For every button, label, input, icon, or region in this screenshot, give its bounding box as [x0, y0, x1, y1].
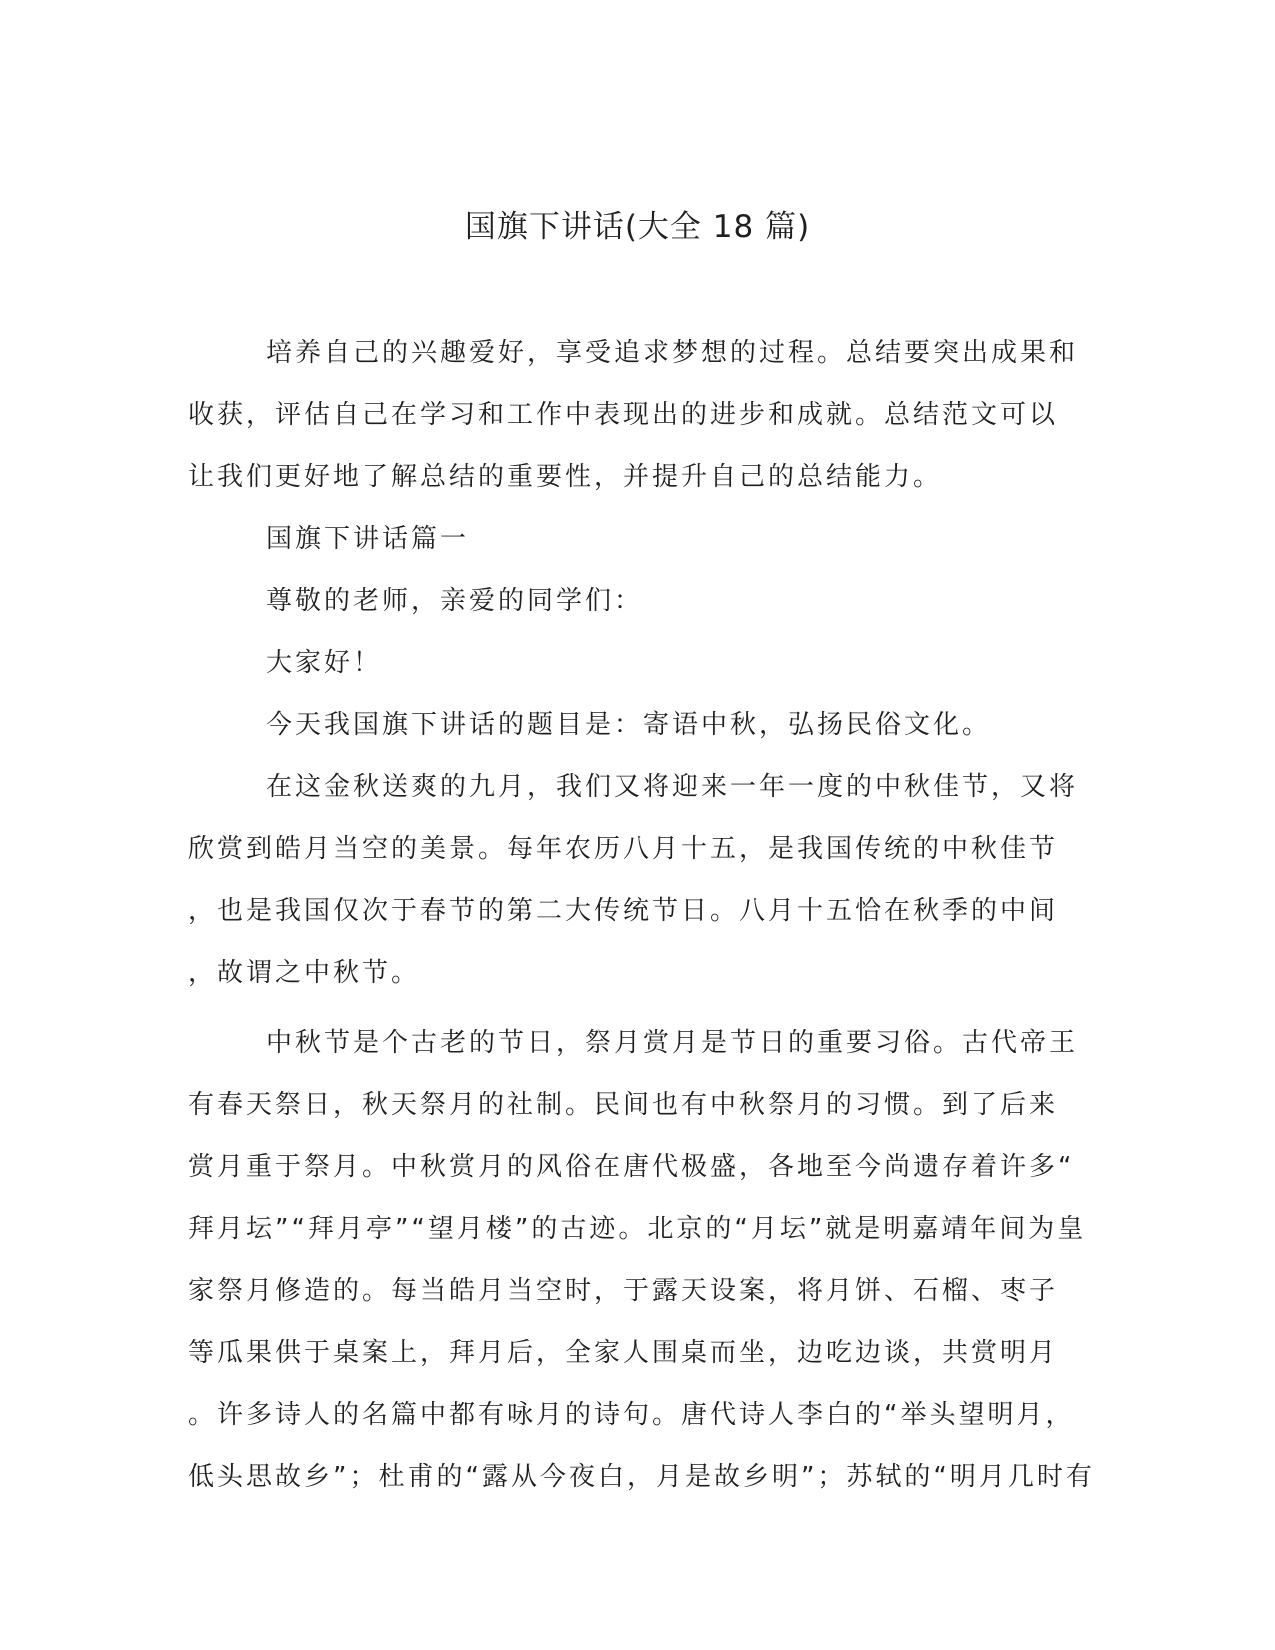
- paragraph-line: 欣赏到皓月当空的美景。每年农历八月十五，是我国传统的中秋佳节: [188, 834, 1059, 864]
- greeting: 大家好！: [266, 648, 383, 678]
- paragraph-line: ，故谓之中秋节。: [188, 958, 421, 988]
- paragraph-line: 赏月重于祭月。中秋赏月的风俗在唐代极盛，各地至今尚遗存着许多“: [188, 1152, 1075, 1182]
- paragraph-line: ，也是我国仅次于春节的第二大传统节日。八月十五恰在秋季的中间: [188, 896, 1059, 926]
- paragraph-line: 有春天祭日，秋天祭月的社制。民间也有中秋祭月的习惯。到了后来: [188, 1090, 1059, 1120]
- paragraph-line: 收获，评估自己在学习和工作中表现出的进步和成就。总结范文可以: [188, 400, 1059, 430]
- paragraph-line: 培养自己的兴趣爱好，享受追求梦想的过程。总结要突出成果和: [266, 338, 1079, 368]
- paragraph-line: 在这金秋送爽的九月，我们又将迎来一年一度的中秋佳节，又将: [266, 772, 1079, 802]
- document-title: 国旗下讲话(大全 18 篇): [464, 209, 811, 245]
- paragraph-line: 让我们更好地了解总结的重要性，并提升自己的总结能力。: [188, 462, 943, 492]
- paragraph-line: 低头思故乡”；杜甫的“露从今夜白，月是故乡明”；苏轼的“明月几时有: [188, 1462, 1095, 1492]
- salutation: 尊敬的老师，亲爱的同学们：: [266, 586, 644, 616]
- paragraph-line: 家祭月修造的。每当皓月当空时，于露天设案，将月饼、石榴、枣子: [188, 1276, 1059, 1306]
- section-heading: 国旗下讲话篇一: [266, 524, 470, 554]
- paragraph-gap: [188, 1004, 1088, 1012]
- paragraph-line: 中秋节是个古老的节日，祭月赏月是节日的重要习俗。古代帝王: [266, 1028, 1079, 1058]
- document-body: [188, 322, 1095, 1508]
- paragraph-line: 。许多诗人的名篇中都有咏月的诗句。唐代诗人李白的“举头望明月，: [188, 1400, 1075, 1430]
- paragraph-line: 今天我国旗下讲话的题目是：寄语中秋，弘扬民俗文化。: [266, 710, 992, 740]
- paragraph-line: 拜月坛”“拜月亭”“望月楼”的古迹。北京的“月坛”就是明嘉靖年间为皇: [188, 1214, 1087, 1244]
- paragraph-line: 等瓜果供于桌案上，拜月后，全家人围桌而坐，边吃边谈，共赏明月: [188, 1338, 1059, 1368]
